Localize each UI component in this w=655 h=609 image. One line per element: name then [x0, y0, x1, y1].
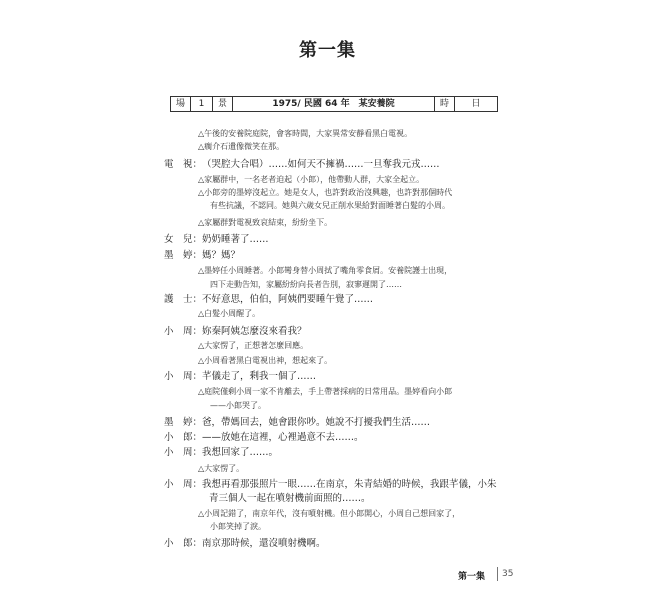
- stage-direction: △瘸介石遺像微笑在那。: [198, 142, 285, 151]
- dialogue-line: [164, 537, 326, 551]
- dialogue-line: [164, 233, 269, 247]
- speaker-name: 墨 婷：: [164, 417, 203, 428]
- scene-label: 場: [171, 97, 191, 111]
- dialogue-text: 芊儀走了，剩我一個了……: [202, 371, 317, 382]
- dialogue-text: 奶奶睡著了……: [202, 234, 269, 245]
- dialogue-text: 我想回家了……。: [202, 447, 279, 458]
- stage-direction: 小郎笑掉了淚。: [210, 522, 266, 531]
- speaker-name: 小 周：: [164, 326, 203, 337]
- dialogue-line: [164, 431, 364, 445]
- dialogue-line: [164, 325, 307, 339]
- stage-direction: △墨婷任小周睡著。小郎彎身替小周拭了嘴角零食屑。安養院護士出現，: [198, 266, 453, 275]
- stage-direction: 有些抗議，不認同。她與六歲女兒正削水果給對面睡著白髮的小周。: [210, 201, 450, 210]
- dialogue-line: [164, 249, 240, 263]
- dialogue-line: [164, 293, 373, 307]
- dialogue-line: [164, 370, 316, 384]
- stage-direction: ——小郎哭了。: [210, 401, 266, 410]
- stage-direction: △大家愣了。: [198, 464, 245, 473]
- speaker-name: 小 周：: [164, 447, 203, 458]
- stage-direction: △家屬群對電視致哀結束，紛紛坐下。: [198, 218, 333, 227]
- dialogue-line: [164, 158, 440, 172]
- dialogue-text: 南京那時候，還沒噴射機啊。: [202, 538, 326, 549]
- footer-divider: [497, 567, 498, 581]
- stage-direction: △白髮小周醒了。: [198, 309, 261, 318]
- dialogue-line: [164, 478, 497, 492]
- location-label: 景: [213, 97, 233, 111]
- time-label: 時: [435, 97, 455, 111]
- stage-direction: △家屬群中，一名老者迫起（小郎），他帶動人群，大家全起立。: [198, 175, 425, 184]
- stage-direction: △小郎旁的墨婷沒起立。她是女人，也許對政治沒興趣，也許對那個時代: [198, 188, 453, 197]
- stage-direction: △小周看著黑白電視出神，想起來了。: [198, 356, 333, 365]
- stage-direction: △大家愣了，正想著怎麼回應。: [198, 341, 309, 350]
- dialogue-text: 妳秦阿姨怎麼沒來看我？: [202, 326, 307, 337]
- speaker-name: 護 士：: [164, 294, 203, 305]
- dialogue-line: [164, 416, 430, 430]
- page-number: 35: [502, 569, 514, 579]
- speaker-name: 小 郎：: [164, 432, 203, 443]
- dialogue-text: 不好意思，伯伯，阿姨們要睡午覺了……: [202, 294, 374, 305]
- dialogue-text: 媽？媽？: [202, 250, 241, 261]
- dialogue-text: ——放她在這裡，心裡過意不去……。: [202, 432, 364, 443]
- dialogue-text: 爸，帶媽回去，她會跟你吵。她說不打擾我們生活……: [202, 417, 431, 428]
- dialogue-text: 我想再看那張照片一眼……在南京，朱青結婚的時候，我跟芊儀，小朱: [202, 479, 497, 490]
- speaker-name: 小 周：: [164, 371, 203, 382]
- footer-chapter-label: 第一集: [458, 572, 486, 582]
- speaker-name: 墨 婷：: [164, 250, 203, 261]
- scene-number: 1: [191, 97, 213, 111]
- dialogue-continuation: 青三個人一起在噴射機前面照的……。: [209, 493, 371, 504]
- stage-direction: 四下走動告知，家屬紛紛向長者告別，寂寥遲開了……: [210, 280, 402, 289]
- speaker-name: 小 周：: [164, 479, 203, 490]
- chapter-title: 第一集: [299, 40, 356, 61]
- dialogue-text: （哭腔大合唱）……如何天不擁禍……一旦奪我元戎……: [202, 159, 440, 170]
- speaker-name: 電 視：: [164, 159, 203, 170]
- stage-direction: △庭院僅剩小周一家不肯離去，手上帶著採病的日常用品。墨婷看向小郎: [198, 387, 453, 396]
- scene-time: 日: [471, 99, 481, 109]
- dialogue-line: [164, 446, 278, 460]
- stage-direction: △午後的安養院庭院，會客時間，大家異常安靜看黑白電視。: [198, 129, 413, 138]
- scene-header-table: [170, 96, 498, 112]
- speaker-name: 女 兒：: [164, 234, 203, 245]
- scene-description: 1975/ 民國 64 年 某安養院: [233, 97, 435, 111]
- speaker-name: 小 郎：: [164, 538, 203, 549]
- stage-direction: △小周記錯了，南京年代，沒有噴射機。但小郎開心，小周自己想回家了，: [198, 509, 461, 518]
